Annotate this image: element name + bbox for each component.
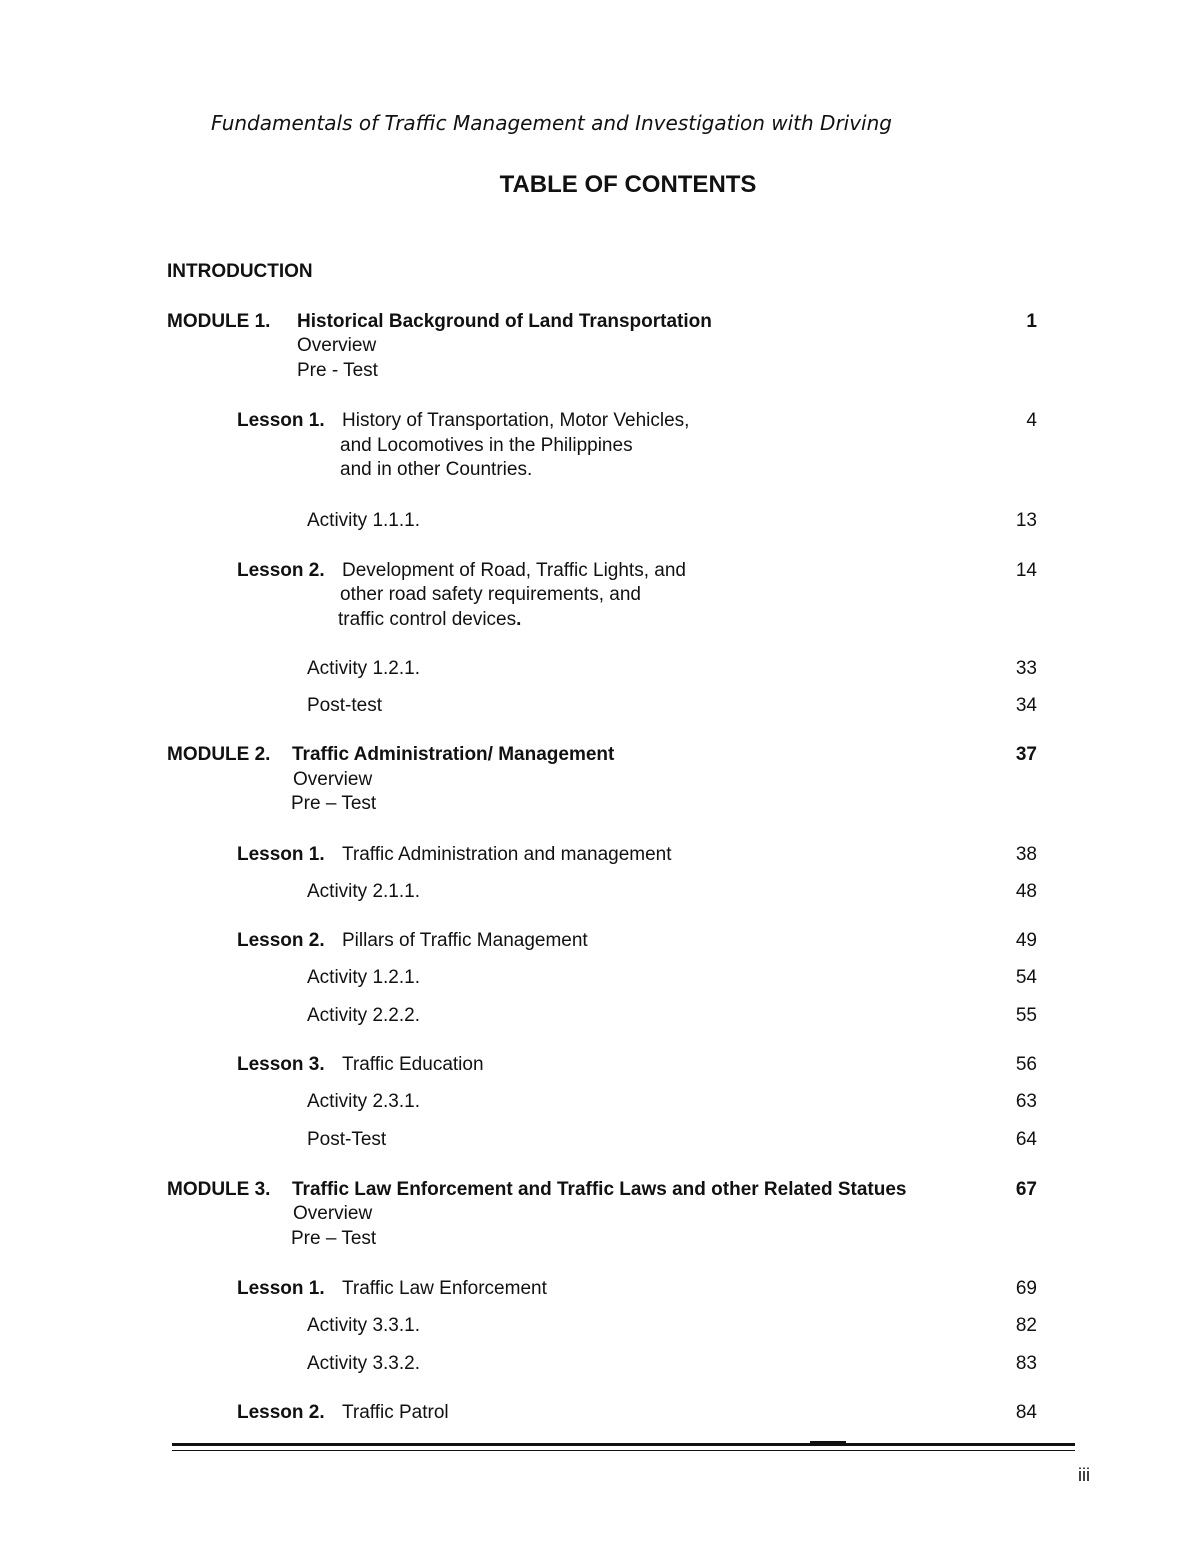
activity-1-2-1-m2: Activity 1.2.1. xyxy=(307,967,420,988)
module-3-pretest: Pre – Test xyxy=(291,1228,377,1249)
module-2-overview: Overview xyxy=(293,769,373,790)
m1-lesson-2-line-3 xyxy=(338,610,521,629)
m1-posttest-page: 34 xyxy=(1015,695,1037,716)
module-2-pretest: Pre – Test xyxy=(291,793,377,814)
m2-lesson-2-text: Pillars of Traffic Management xyxy=(342,930,588,951)
activity-1-2-1: Activity 1.2.1. xyxy=(307,658,420,679)
module-2-title: Traffic Administration/ Management xyxy=(292,744,615,765)
m2-posttest: Post-Test xyxy=(307,1129,387,1150)
m2-lesson-3-label: Lesson 3. xyxy=(237,1054,325,1075)
m1-lesson-2-line-1: Development of Road, Traffic Lights, and xyxy=(342,560,686,581)
activity-1-2-1-page: 33 xyxy=(1015,658,1037,679)
m2-lesson-1-label: Lesson 1. xyxy=(237,844,325,865)
module-3-label: MODULE 3. xyxy=(167,1179,271,1200)
m2-lesson-2-page: 49 xyxy=(1015,930,1037,951)
m3-lesson-1-label: Lesson 1. xyxy=(237,1278,325,1299)
module-1-title: Historical Background of Land Transportation xyxy=(297,311,712,332)
m2-lesson-3-text: Traffic Education xyxy=(342,1054,484,1075)
m2-lesson-1-page: 38 xyxy=(1015,844,1037,865)
footer-rule-thick xyxy=(172,1443,1075,1446)
m1-lesson-2-label: Lesson 2. xyxy=(237,560,325,581)
running-header: Fundamentals of Traffic Management and Investigation with Driving xyxy=(211,111,892,135)
m1-lesson-1-line-3: and in other Countries. xyxy=(340,459,533,480)
module-1-label: MODULE 1. xyxy=(167,311,271,332)
module-3-title: Traffic Law Enforcement and Traffic Laws and other Related Statues xyxy=(292,1179,907,1200)
activity-2-2-2-page: 55 xyxy=(1015,1005,1037,1026)
m1-lesson-2-line-3-text: traffic control devices xyxy=(338,609,517,630)
activity-2-1-1: Activity 2.1.1. xyxy=(307,881,420,902)
m3-lesson-2-page: 84 xyxy=(1015,1402,1037,1423)
activity-2-3-1-page: 63 xyxy=(1015,1091,1037,1112)
m1-lesson-1-line-1: History of Transportation, Motor Vehicles, xyxy=(342,410,690,431)
activity-3-3-2: Activity 3.3.2. xyxy=(307,1353,420,1374)
m3-lesson-2-label: Lesson 2. xyxy=(237,1402,325,1423)
activity-3-3-2-page: 83 xyxy=(1015,1353,1037,1374)
introduction-heading: INTRODUCTION xyxy=(167,261,313,282)
m2-lesson-3-page: 56 xyxy=(1015,1054,1037,1075)
m1-lesson-1-page: 4 xyxy=(1026,410,1037,431)
m2-posttest-page: 64 xyxy=(1015,1129,1037,1150)
module-1-overview: Overview xyxy=(297,335,377,356)
module-2-label: MODULE 2. xyxy=(167,744,271,765)
footer-rule-mark xyxy=(810,1441,846,1444)
module-2-page: 37 xyxy=(1015,744,1037,765)
m3-lesson-1-page: 69 xyxy=(1015,1278,1037,1299)
module-1-page: 1 xyxy=(1026,311,1037,332)
m1-lesson-2-page: 14 xyxy=(1015,560,1037,581)
m2-lesson-2-label: Lesson 2. xyxy=(237,930,325,951)
toc-title: TABLE OF CONTENTS xyxy=(499,171,757,198)
activity-1-1-1: Activity 1.1.1. xyxy=(307,510,420,531)
activity-2-1-1-page: 48 xyxy=(1015,881,1037,902)
m2-lesson-1-text: Traffic Administration and management xyxy=(342,844,672,865)
m3-lesson-1-text: Traffic Law Enforcement xyxy=(342,1278,547,1299)
activity-2-2-2: Activity 2.2.2. xyxy=(307,1005,420,1026)
m1-lesson-2-line-3-period: . xyxy=(516,609,522,630)
activity-3-3-1-page: 82 xyxy=(1015,1315,1037,1336)
m1-lesson-1-line-2: and Locomotives in the Philippines xyxy=(340,435,633,456)
activity-3-3-1: Activity 3.3.1. xyxy=(307,1315,420,1336)
page-number: iii xyxy=(1078,1465,1090,1485)
m1-lesson-2-line-2: other road safety requirements, and xyxy=(340,584,642,605)
module-1-pretest: Pre - Test xyxy=(297,360,378,381)
module-3-overview: Overview xyxy=(293,1203,373,1224)
module-3-page: 67 xyxy=(1015,1179,1037,1200)
m1-posttest: Post-test xyxy=(307,695,382,716)
activity-1-1-1-page: 13 xyxy=(1015,510,1037,531)
m3-lesson-2-text: Traffic Patrol xyxy=(342,1402,449,1423)
m1-lesson-1-label: Lesson 1. xyxy=(237,410,325,431)
activity-1-2-1-m2-page: 54 xyxy=(1015,967,1037,988)
footer-rule-thin xyxy=(172,1450,1075,1451)
activity-2-3-1: Activity 2.3.1. xyxy=(307,1091,420,1112)
